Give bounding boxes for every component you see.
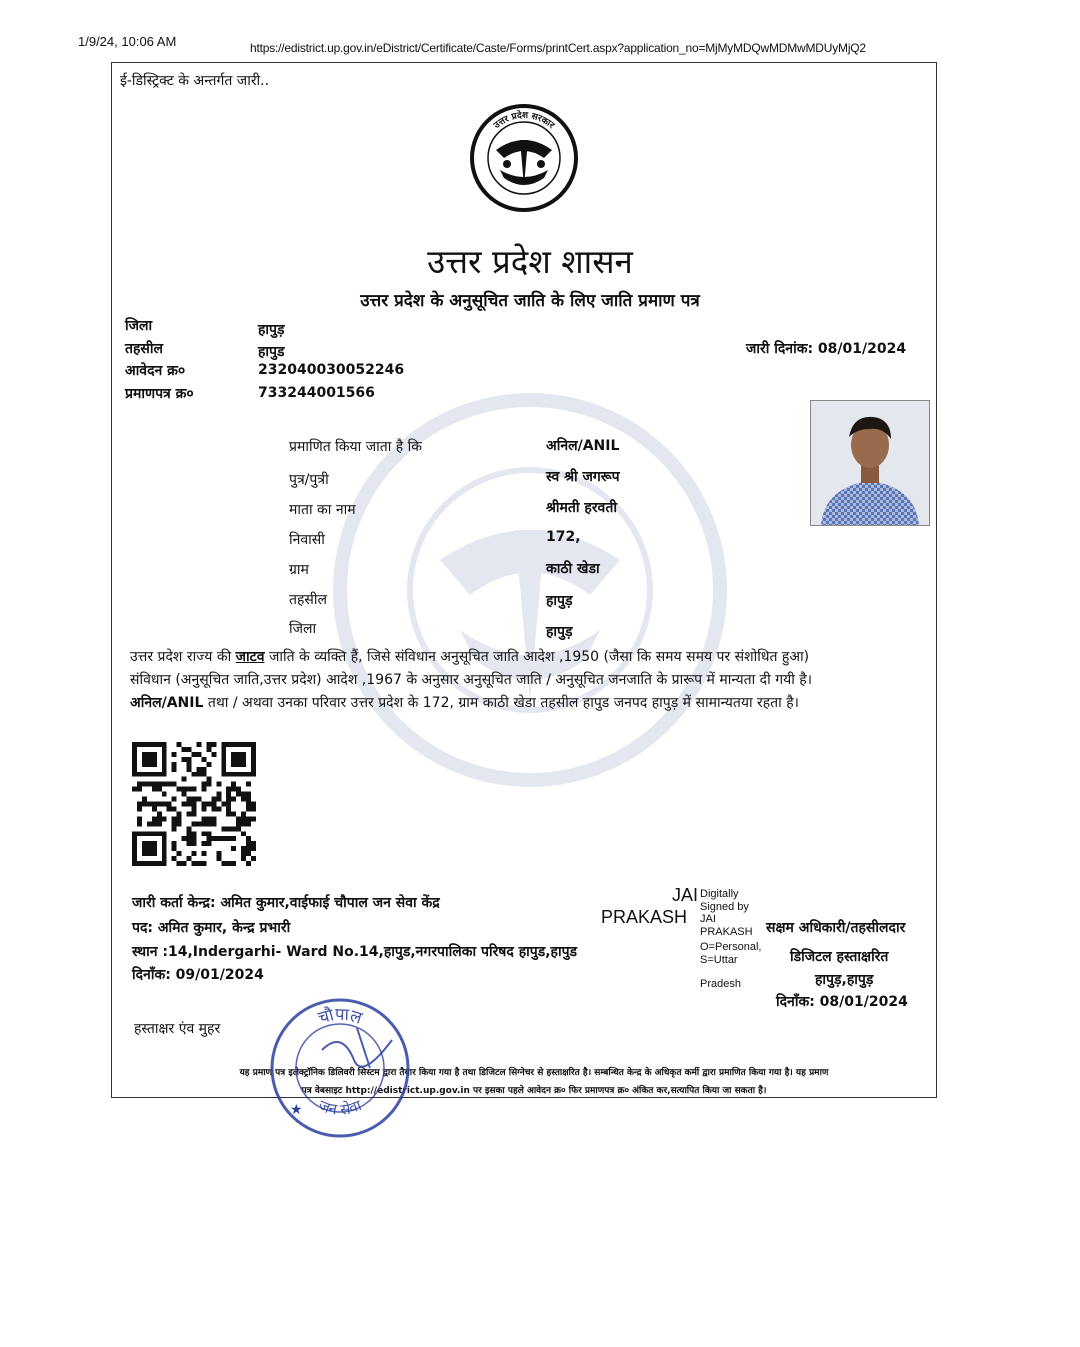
verification-note [136, 1064, 932, 1100]
seal-top-text: चौपाल [316, 1004, 365, 1029]
tehsil-label: तहसील [125, 341, 163, 357]
issuer-post: पद: अमित कुमार, केन्द्र प्रभारी [132, 920, 291, 936]
print-datetime: 1/9/24, 10:06 AM [78, 34, 177, 49]
paragraph-applicant-name: अनिल/ANIL [130, 695, 204, 711]
mother-name-label: माता का नाम [289, 502, 356, 518]
village-label: ग्राम [289, 562, 309, 578]
digitally-signed-label: डिजिटल हस्ताक्षरित [790, 949, 889, 965]
issue-date: जारी दिनांक: 08/01/2024 [746, 341, 907, 357]
dsig-line: O=Personal, [700, 941, 762, 953]
dsig-line: PRAKASH [700, 926, 753, 938]
authority-place: हापुड़,हापुड़ [815, 972, 874, 988]
dsig-line: Digitally [700, 888, 739, 900]
print-url: https://edistrict.up.gov.in/eDistrict/Certificate/Caste/Forms/printCert.aspx?application_no=MjMyMDQwMDMwMDUyMjQ2 [250, 41, 866, 55]
district-label: जिला [125, 318, 153, 334]
son-daughter-label: पुत्र/पुत्री [289, 472, 329, 488]
svg-text:जन सेवा [316, 1096, 365, 1119]
mother-name: श्रीमती हरवती [546, 500, 617, 516]
detail-tehsil-value: हापुड़ [546, 593, 573, 609]
issuer-place: स्थान :14,Indergarhi- Ward No.14,हापुड,नगरपालिका परिषद हापुड,हापुड [132, 944, 578, 960]
seal-bottom-text: जन सेवा [316, 1096, 364, 1119]
government-title: उत्तर प्रदेश शासन [427, 242, 633, 281]
issuer-centre: जारी कर्ता केन्द्र: अमित कुमार,वाईफाई चौपाल जन सेवा केंद्र [132, 895, 440, 911]
application-no-label: आवेदन क्र० [125, 363, 186, 379]
digital-signer-name-last: PRAKASH [601, 907, 688, 927]
paragraph-line-3 [130, 692, 930, 715]
dsig-line: Pradesh [700, 978, 741, 990]
signature-seal-label: हस्ताक्षर एंव मुहर [134, 1021, 221, 1037]
authority-title: सक्षम अधिकारी/तहसीलदार [766, 920, 906, 936]
certificate-paragraph [130, 646, 930, 715]
detail-district-label: जिला [289, 621, 317, 637]
dsig-line: Signed by [700, 901, 749, 913]
tehsil-value: हापुड [258, 344, 285, 360]
certificate-no-label: प्रमाणपत्र क्र० [125, 386, 194, 402]
certificate-no-value: 733244001566 [258, 385, 375, 401]
dsig-line: S=Uttar [700, 954, 738, 966]
dsig-line: JAI [700, 913, 716, 925]
person-photo-icon [811, 401, 929, 525]
district-value: हापुड़ [258, 322, 285, 338]
digital-signer-name-first: JAI [672, 885, 699, 905]
up-government-emblem-icon [462, 100, 586, 212]
applicant-name: अनिल/ANIL [546, 438, 620, 454]
paragraph-line-1b: जाति के व्यक्ति हैं, जिसे संविधान अनुसूचित जाति आदेश ,1950 (जैसा कि समय समय पर संशोधित हुआ) [264, 649, 810, 665]
certified-label: प्रमाणित किया जाता है कि [289, 439, 423, 455]
resident-label: निवासी [289, 532, 325, 548]
verification-note-line-1: यह प्रमाण पत्र इलेक्ट्रॉनिक डिलिवरी सिस्टम द्वारा तैयार किया गया है तथा डिजिटल सिग्नेचर से हस्ताक्षरित है। सम्बन्धित केन्द्र के अधिकृत कर्मी द्वारा प्रमाणित किया गया है। यह प्रमाण [239, 1068, 829, 1078]
emblem-text: उत्तर प्रदेश सरकार [492, 110, 556, 131]
qr-code-icon [132, 742, 256, 866]
detail-district-value: हापुड़ [546, 624, 573, 640]
issued-under-label: ई-डिस्ट्रिक्ट के अन्तर्गत जारी.. [120, 73, 270, 89]
applicant-photo [810, 400, 930, 526]
paragraph-line-3b: तथा / अथवा उनका परिवार उत्तर प्रदेश के 172, ग्राम काठी खेडा तहसील हापुड जनपद हापुड़ में सामान्यतया रहता है। [203, 695, 799, 711]
caste-name: जाटव [235, 649, 265, 665]
stamp-seal-icon [262, 990, 418, 1146]
paragraph-line-2: संविधान (अनुसूचित जाति,उत्तर प्रदेश) आदेश ,1967 के अनुसार अनुसूचित जाति / अनुसूचित जनजाति के प्रारूप में मान्यता दी गयी है। [130, 672, 813, 688]
verification-note-line-2: पत्र वेबसाइट http://edistrict.up.gov.in पर इसका पहले आवेदन क्र० फिर प्रमाणपत्र क्र० अंकित कर,सत्यापित किया जा सकता है। [301, 1086, 767, 1096]
application-no-value: 232040030052246 [258, 362, 405, 378]
svg-text:चौपाल [316, 1004, 365, 1029]
village-value: काठी खेडा [546, 561, 600, 577]
paragraph-line-1a: उत्तर प्रदेश राज्य की [130, 649, 236, 665]
resident-value: 172, [546, 529, 581, 545]
certificate-title: उत्तर प्रदेश के अनुसूचित जाति के लिए जाति प्रमाण पत्र [360, 291, 700, 311]
authority-date: दिनाँक: 08/01/2024 [776, 994, 908, 1010]
issuer-date: दिनाँक: 09/01/2024 [132, 967, 264, 983]
father-name: स्व श्री जगरूप [546, 469, 620, 485]
svg-text:★: ★ [290, 1102, 303, 1118]
paragraph-line-1 [130, 646, 930, 669]
detail-tehsil-label: तहसील [289, 592, 327, 608]
